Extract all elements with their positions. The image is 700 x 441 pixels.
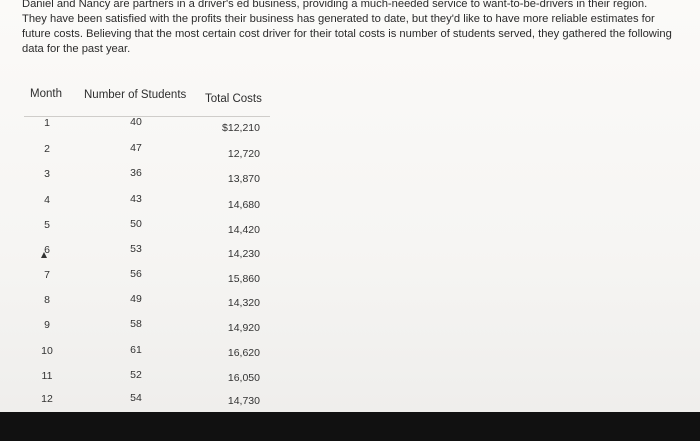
cell-students: 56	[130, 268, 142, 280]
table-row	[24, 194, 270, 214]
table-row	[24, 345, 270, 365]
cell-month: 11	[41, 370, 53, 382]
cell-total-costs: 14,920	[227, 322, 260, 334]
cell-total-costs: 16,050	[227, 372, 260, 384]
table-row	[24, 393, 270, 412]
intro-paragraph: Daniel and Nancy are partners in a driver's ed business, providing a much-needed service to want-to-be-drivers in their region. They have been satisfied with the profits their business has generated to date, but they'd like to have more reliable estimates for future costs. Believing that the most certain cost driver for their total costs is number of students served, they gathered the following data for the past year.	[22, 0, 672, 55]
cell-total-costs: 13,870	[227, 173, 260, 185]
table-row	[24, 219, 270, 239]
cell-students: 40	[130, 116, 142, 128]
cell-month: 8	[44, 294, 50, 306]
cell-students: 54	[130, 392, 142, 404]
cell-students: 52	[130, 369, 142, 381]
table-row	[24, 370, 270, 390]
cell-students: 43	[130, 193, 142, 205]
cell-month: 2	[44, 143, 50, 155]
cell-total-costs: $12,210	[222, 122, 260, 134]
cell-total-costs: 16,620	[227, 347, 260, 359]
cost-data-table	[24, 82, 270, 407]
cell-total-costs: 14,420	[227, 224, 260, 236]
cell-students: 61	[130, 344, 142, 356]
cell-month: 1	[44, 117, 50, 129]
cell-month: 3	[44, 168, 50, 180]
cell-students: 49	[130, 293, 142, 305]
cell-total-costs: 14,230	[227, 248, 260, 260]
cell-students: 36	[130, 167, 142, 179]
table-row	[24, 244, 270, 264]
table-row	[24, 168, 270, 188]
table-header	[24, 82, 270, 117]
cell-total-costs: 14,680	[227, 199, 260, 211]
cell-month: 4	[44, 194, 50, 206]
cell-month: 12	[41, 393, 53, 405]
header-month: Month	[30, 88, 62, 100]
cell-month: 6	[44, 244, 50, 256]
header-number-of-students: Number of Students	[84, 89, 187, 101]
cell-students: 53	[130, 243, 142, 255]
cell-students: 47	[130, 142, 142, 154]
cell-month: 7	[44, 269, 50, 281]
table-row	[24, 294, 270, 314]
cell-students: 50	[130, 218, 142, 230]
table-row	[24, 269, 270, 289]
mouse-cursor-icon	[41, 252, 47, 258]
cell-total-costs: 14,730	[227, 395, 260, 407]
table-row	[24, 319, 270, 339]
header-total-costs: Total Costs	[205, 93, 262, 105]
bottom-black-bar	[0, 412, 700, 441]
cell-month: 10	[41, 345, 53, 357]
cell-month: 5	[44, 219, 50, 231]
cell-total-costs: 12,720	[227, 148, 260, 160]
cell-total-costs: 14,320	[227, 297, 260, 309]
table-row	[24, 143, 270, 163]
table-row	[24, 117, 270, 137]
cell-month: 9	[44, 319, 50, 331]
cell-total-costs: 15,860	[227, 273, 260, 285]
cell-students: 58	[130, 318, 142, 330]
